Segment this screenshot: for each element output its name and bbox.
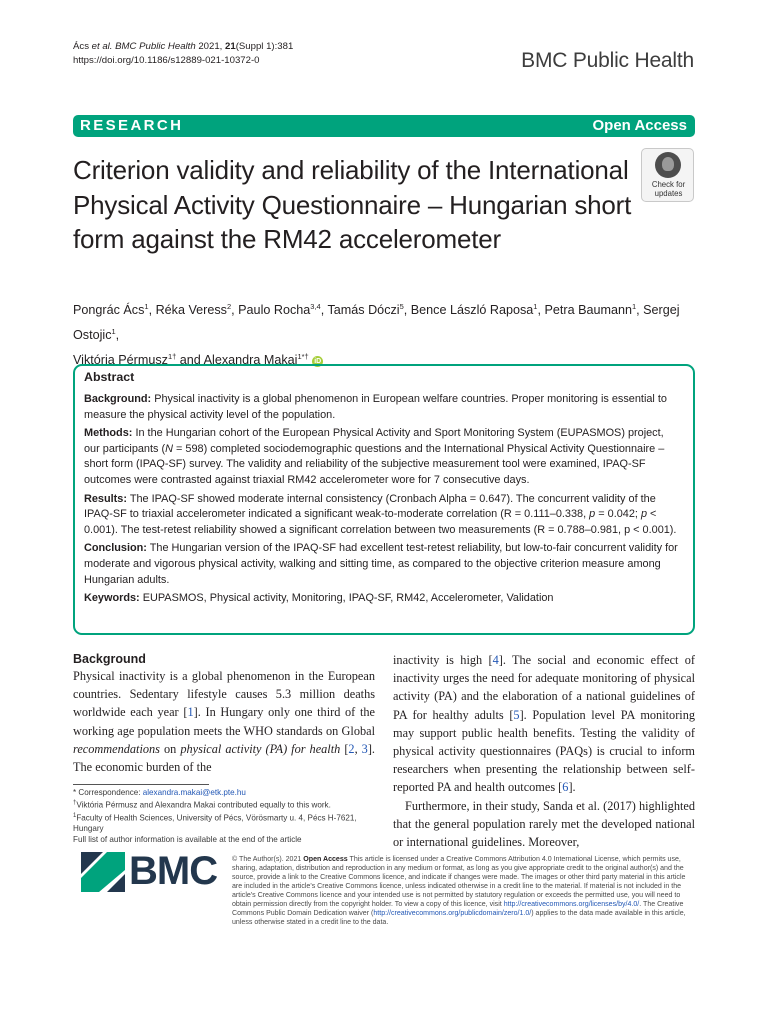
body-text: ]. The economic burden of the bbox=[73, 741, 375, 775]
citation-issue: (Suppl 1):381 bbox=[235, 41, 294, 52]
body-text: [ bbox=[340, 741, 349, 756]
body-column-left bbox=[73, 651, 375, 776]
citation-journal: BMC Public Health bbox=[115, 41, 196, 52]
body-text: on bbox=[159, 741, 181, 756]
check-updates-icon bbox=[655, 152, 681, 178]
citation-header bbox=[73, 40, 293, 68]
equal-contribution-note: Viktória Pérmusz and Alexandra Makai contributed equally to this work. bbox=[76, 800, 331, 810]
article-type-label: RESEARCH bbox=[80, 117, 184, 134]
body-paragraph: Furthermore, in their study, Sanda et al. (2017) highlighted that the general population rarely met the developed national or international guidelines. Moreover, bbox=[393, 798, 695, 850]
body-paragraph bbox=[393, 651, 695, 797]
body-text: inactivity is high [ bbox=[393, 653, 493, 667]
author-conjunction: and bbox=[179, 353, 201, 368]
section-text: In the Hungarian cohort of the European Physical Activity and Sport Monitoring System (EUPASMOS) project, our participants ( bbox=[84, 427, 664, 455]
reference-link[interactable]: 5 bbox=[513, 707, 520, 722]
bmc-logo-text: BMC bbox=[129, 849, 218, 893]
section-label: Conclusion: bbox=[84, 542, 147, 555]
citation-et-al: et al. bbox=[91, 41, 113, 52]
body-text: Physical inactivity is a global phenomenon in the European countries. Sedentary lifestyle causes 5.3 million deaths worldwide each year [ bbox=[73, 669, 375, 720]
author[interactable]: Pongrác Ács bbox=[73, 303, 145, 318]
reference-link[interactable]: 2 bbox=[348, 741, 355, 756]
body-text: , bbox=[354, 741, 362, 756]
abstract-heading: Abstract bbox=[84, 370, 135, 384]
affiliation-sup: 1† bbox=[167, 352, 177, 362]
body-text: ]. Population level PA monitoring may support public health benefits. Testing the validity of physical activity questionnaires (PAQs) is crucial to inform researchers when presenting the relationship between self-reported PA and health outcomes [ bbox=[393, 707, 695, 795]
check-updates-line2: updates bbox=[654, 189, 683, 198]
affiliation-sup: 1 bbox=[73, 812, 77, 819]
author[interactable]: Petra Baumann bbox=[544, 303, 632, 318]
reference-link[interactable]: 3 bbox=[361, 741, 368, 756]
bmc-logo-mark-icon bbox=[81, 852, 125, 892]
body-text: ]. In Hungary only one third of the working age population meets the WHO standards on Global bbox=[73, 705, 375, 738]
body-paragraph bbox=[73, 667, 375, 776]
full-author-info-note: Full list of author information is available at the end of the article bbox=[73, 835, 302, 845]
open-access-label: Open Access bbox=[303, 856, 348, 863]
body-text: physical activity (PA) for health bbox=[180, 741, 341, 756]
abstract-results bbox=[84, 492, 682, 539]
body-text: ]. The social and economic effect of inactivity urges the need for adequate monitoring of physical activity (PA) and the elaboration of a national guidelines of PA for healthy adults [ bbox=[393, 653, 696, 722]
check-updates-line1: Check for bbox=[651, 180, 686, 189]
article-type-banner bbox=[73, 115, 695, 137]
author[interactable]: Tamás Dóczi bbox=[327, 303, 400, 318]
abstract-methods bbox=[84, 426, 682, 488]
affiliation-sup: 3,4 bbox=[310, 302, 321, 311]
section-text: = 598) completed sociodemographic questions and the International Physical Activity Questionnaire – short form (IPAQ-SF) survey. The validity and reliability of the subjective measurement tool were examined, IPAQ-SF outcomes were contrasted against triaxial RM42 accelerometer wore for 7 consecutive days. bbox=[84, 442, 665, 486]
citation-authors: Ács bbox=[73, 41, 89, 52]
affiliation-sup: 1 bbox=[631, 302, 637, 311]
open-access-label: Open Access bbox=[592, 117, 687, 134]
correspondence-label: * Correspondence: bbox=[73, 788, 141, 797]
section-text: EUPASMOS, Physical activity, Monitoring, IPAQ-SF, RM42, Accelerometer, Validation bbox=[142, 592, 554, 605]
section-label: Keywords: bbox=[84, 592, 140, 605]
section-text: p bbox=[589, 508, 596, 521]
check-for-updates-button[interactable] bbox=[641, 148, 694, 202]
dagger-mark: † bbox=[73, 800, 77, 806]
reference-link[interactable]: 1 bbox=[187, 705, 194, 720]
section-text: The IPAQ-SF showed moderate internal consistency (Cronbach Alpha = 0.647). The concurrent validity of the IPAQ-SF to triaxial accelerometer indicated a significant weak-to-moderate correlation (R = 0.111–0.338, bbox=[84, 492, 656, 521]
author[interactable]: Viktória Pérmusz bbox=[73, 353, 168, 368]
footnote-divider bbox=[73, 784, 209, 785]
article-title: Criterion validity and reliability of the International Physical Activity Questionnaire – Hungarian short form against the RM42 accelerometer bbox=[73, 155, 632, 254]
abstract-keywords bbox=[84, 591, 682, 607]
section-heading-background: Background bbox=[73, 652, 146, 666]
section-text: Physical inactivity is a global phenomenon in European welfare countries. Proper monitoring is essential to measure the physical activity level of the population. bbox=[84, 393, 667, 421]
license-text: . The Creative Commons Public Domain Dedication waiver ( bbox=[232, 901, 684, 918]
abstract-body bbox=[84, 392, 682, 610]
copyright-text: © The Author(s). 2021 bbox=[232, 856, 302, 863]
reference-link[interactable]: 4 bbox=[492, 653, 499, 667]
license-text: This article is licensed under a Creative Commons Attribution 4.0 International License, which permits use, sharing, adaptation, distribution and reproduction in any medium or format, as long as you give appropriate credit to the original author(s) and the source, provide a link to the Creative Commons licence, and indicate if changes were made. The images or other third party material in this article are included in the article's Creative Commons licence, unless indicated otherwise in a credit line to the material. If material is not included in the article's Creative Commons licence and your intended use is not permitted by statutory regulation or exceeds the permitted use, you will need to obtain permission directly from the copyright holder. To view a copy of this licence, visit bbox=[232, 856, 686, 909]
author-list: Pongrác Ács$^1$, Réka Veress$^2$, Paulo Rocha$^{3,4}$, Tamás Dóczi$^5$, Bence László Raposa$^1$, Petra Baumann$^1$, Sergej Ostojic$^1$, Viktória Pérmusz$^{1\dagger}$ and Alexandra Makai$^{1*\dagger}$ iD bbox=[73, 302, 680, 368]
body-text: recommendations bbox=[73, 741, 160, 756]
section-label: Background: bbox=[84, 393, 152, 405]
license-text: ) applies to the data made available in this article, unless otherwise stated in a credit line to the data. bbox=[232, 910, 686, 927]
citation-year: 2021, bbox=[198, 41, 223, 52]
section-text: The Hungarian version of the IPAQ-SF had excellent test-retest reliability, but low-to-fair concurrent validity for moderate and vigorous physical activity, walking and sitting time, as compared to the objective criterion measure among Hungarian adults. bbox=[84, 542, 678, 586]
license-statement bbox=[232, 855, 695, 927]
affiliation-sup: 5 bbox=[399, 302, 404, 311]
author[interactable]: Paulo Rocha bbox=[238, 303, 311, 318]
footnotes bbox=[73, 787, 375, 845]
orcid-icon[interactable]: iD bbox=[314, 357, 322, 365]
affiliation-sup: 1 bbox=[111, 327, 116, 337]
reference-link[interactable]: 6 bbox=[562, 780, 569, 795]
section-label: Results: bbox=[84, 492, 127, 505]
affiliation-sup: 1*† bbox=[297, 352, 309, 362]
body-text: ]. bbox=[568, 780, 576, 795]
body-column-right bbox=[393, 651, 695, 851]
correspondence-email-link[interactable]: alexandra.makai@etk.pte.hu bbox=[142, 788, 246, 797]
affiliation-sup: 1 bbox=[533, 302, 538, 311]
section-text: = 0.042; bbox=[598, 508, 638, 521]
journal-title: BMC Public Health bbox=[521, 49, 694, 72]
affiliation-sup: 2 bbox=[226, 302, 232, 311]
author[interactable]: Bence László Raposa bbox=[410, 303, 534, 318]
affiliation-note: Faculty of Health Sciences, University of Pécs, Vörösmarty u. 4, Pécs H-7621, Hungary bbox=[73, 813, 357, 834]
doi-link[interactable]: https://doi.org/10.1186/s12889-021-10372-0 bbox=[73, 55, 260, 66]
author[interactable]: Alexandra Makai bbox=[203, 353, 298, 368]
author[interactable]: Sergej Ostojic bbox=[73, 303, 680, 343]
section-text: N bbox=[165, 442, 173, 455]
section-text: < 0.001). The test-retest reliability showed a significant correlation between two measurements (R = 0.788–0.981, p < 0.001). bbox=[84, 508, 677, 536]
bmc-logo bbox=[81, 849, 221, 893]
section-label: Methods: bbox=[84, 427, 133, 440]
section-text: p bbox=[640, 508, 648, 521]
abstract-conclusion bbox=[84, 541, 682, 588]
license-link[interactable]: http://creativecommons.org/licenses/by/4.0/ bbox=[503, 901, 640, 909]
public-domain-link[interactable]: http://creativecommons.org/publicdomain/zero/1.0/ bbox=[373, 910, 532, 918]
abstract-background bbox=[84, 392, 682, 423]
author[interactable]: Réka Veress bbox=[155, 303, 227, 318]
citation-volume: 21 bbox=[225, 41, 236, 52]
abstract-box bbox=[73, 364, 695, 635]
affiliation-sup: 1 bbox=[144, 302, 149, 311]
